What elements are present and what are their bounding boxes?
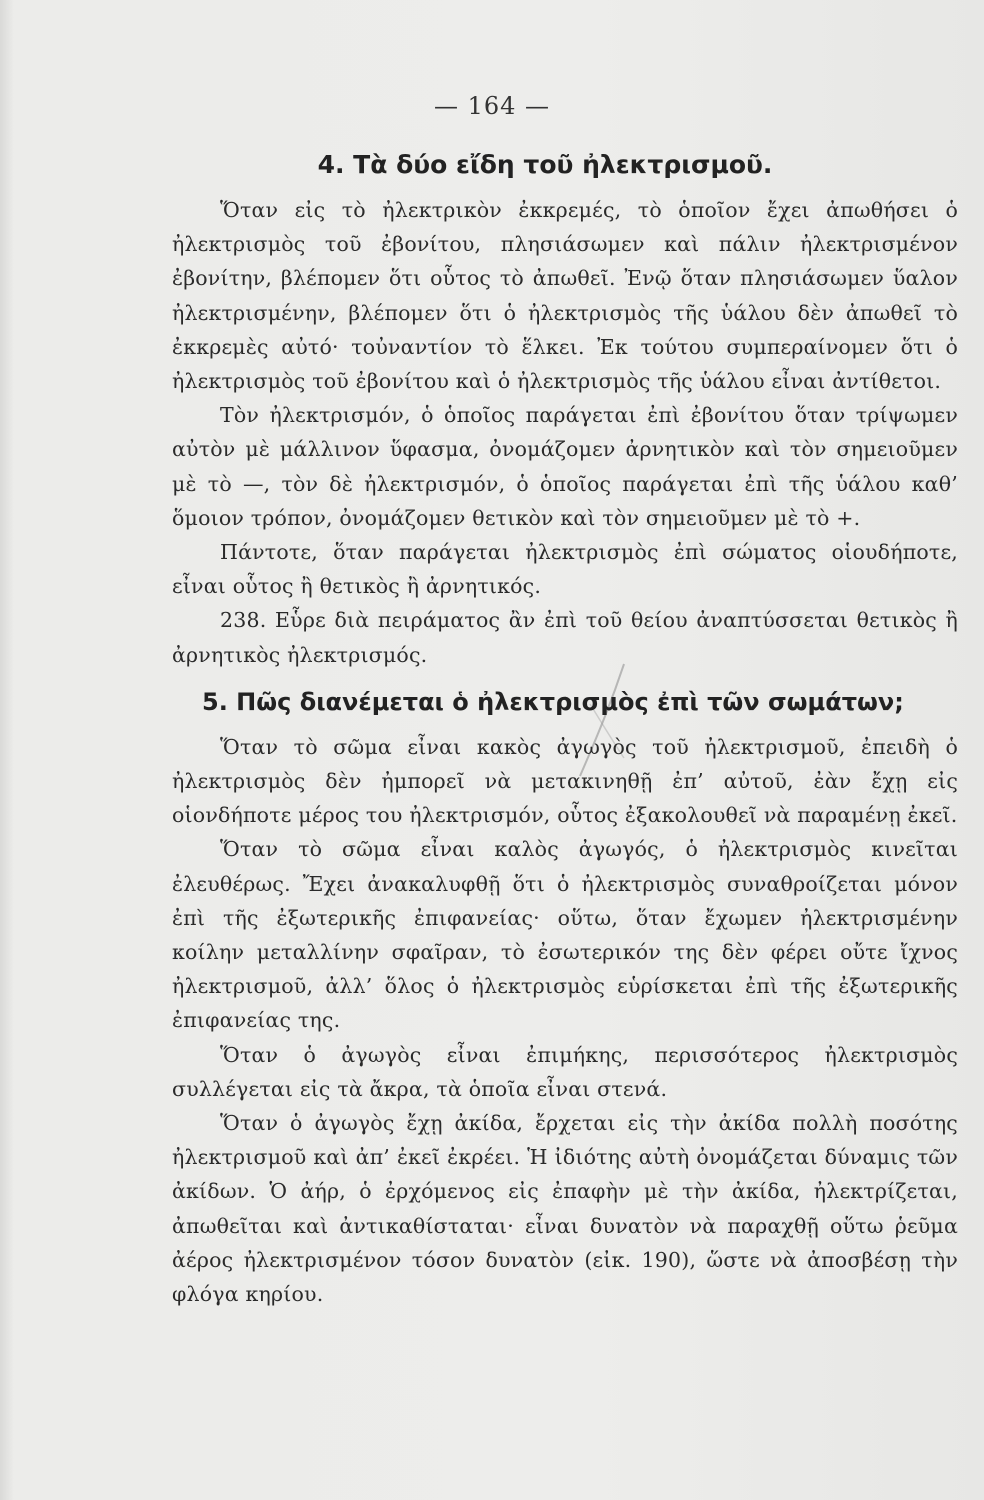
section-heading: 5. Πῶς διανέμεται ὁ ἠλεκτρισμὸς ἐπὶ τῶν σωμάτων;: [202, 687, 904, 716]
paragraph: Ὅταν ὁ ἀγωγὸς εἶναι ἐπιμήκης, περισσότερος ἠλεκτρισμὸς συλλέγεται εἰς τὰ ἄκρα, τὰ ὁποῖα εἶναι στενά.: [172, 1042, 958, 1101]
paragraph: Ὅταν τὸ σῶμα εἶναι κακὸς ἀγωγὸς τοῦ ἠλεκτρισμοῦ, ἐπειδὴ ὁ ἠλεκτρισμὸς δὲν ἠμπορεῖ νὰ μετακινηθῇ ἐπ’ αὐτοῦ, ἐὰν ἔχῃ εἰς οἱονδήποτε μέρος του ἠλεκτρισμόν, οὗτος ἐξακολουθεῖ νὰ παραμένῃ ἐκεῖ.: [172, 734, 958, 828]
paragraph: Ὅταν εἰς τὸ ἠλεκτρικὸν ἐκκρεμές, τὸ ὁποῖον ἔχει ἀπωθήσει ὁ ἠλεκτρισμὸς τοῦ ἐβονίτου, πλησιάσωμεν καὶ πάλιν ἠλεκτρισμένον ἐβονίτην, βλέπομεν ὅτι οὗτος τὸ ἀπωθεῖ. Ἐνῷ ὅταν πλησιάσωμεν ὕαλον ἠλεκτρισμένην, βλέπομεν ὅτι ὁ ἠλεκτρισμὸς τῆς ὑάλου δὲν ἀπωθεῖ τὸ ἐκκρεμὲς αὐτό· τοὐναντίον τὸ ἕλκει. Ἐκ τούτου συμπεραίνομεν ὅτι ὁ ἠλεκτρισμὸς τοῦ ἐβονίτου καὶ ὁ ἠλεκτρισμὸς τῆς ὑάλου εἶναι ἀντίθετοι.: [172, 198, 958, 394]
page-content: [172, 140, 958, 1311]
paragraph: Ὅταν τὸ σῶμα εἶναι καλὸς ἀγωγός, ὁ ἠλεκτρισμὸς κινεῖται ἐλευθέρως. Ἔχει ἀνακαλυφθῇ ὅτι ὁ ἠλεκτρισμὸς συναθροίζεται μόνον ἐπὶ τῆς ἐξωτερικῆς ἐπιφανείας· οὕτω, ὅταν ἔχωμεν ἠλεκτρισμένην κοίλην μεταλλίνην σφαῖραν, τὸ ἐσωτερικόν της δὲν φέρει οὔτε ἴχνος ἠλεκτρισμοῦ, ἀλλ’ ὅλος ὁ ἠλεκτρισμὸς εὑρίσκεται ἐπὶ τῆς ἐξωτερικῆς ἐπιφανείας της.: [172, 837, 958, 1033]
paragraph: Πάντοτε, ὅταν παράγεται ἠλεκτρισμὸς ἐπὶ σώματος οἱουδήποτε, εἶναι οὗτος ἢ θετικὸς ἢ ἀρνητικός.: [172, 540, 958, 599]
page-number: — 164 —: [433, 92, 551, 120]
exercise-paragraph: 238. Εὗρε διὰ πειράματος ἂν ἐπὶ τοῦ θείου ἀναπτύσσεται θετικὸς ἢ ἀρνητικὸς ἠλεκτρισμός.: [172, 608, 958, 667]
paragraph: Τὸν ἠλεκτρισμόν, ὁ ὁποῖος παράγεται ἐπὶ ἐβονίτου ὅταν τρίψωμεν αὐτὸν μὲ μάλλινον ὕφασμα, ὀνομάζομεν ἀρνητικὸν καὶ τὸν σημειοῦμεν μὲ τὸ —, τὸν δὲ ἠλεκτρισμόν, ὁ ὁποῖος παράγεται ἐπὶ τῆς ὑάλου καθ’ ὅμοιον τρόπον, ὀνομάζομεν θετικὸν καὶ τὸν σημειοῦμεν μὲ τὸ +.: [172, 403, 958, 530]
section-heading: 4. Τὰ δύο εἴδη τοῦ ἠλεκτρισμοῦ.: [317, 150, 773, 179]
paragraph: Ὅταν ὁ ἀγωγὸς ἔχῃ ἀκίδα, ἔρχεται εἰς τὴν ἀκίδα πολλὴ ποσότης ἠλεκτρισμοῦ καὶ ἀπ’ ἐκεῖ ἐκρέει. Ἡ ἰδιότης αὐτὴ ὀνομάζεται δύναμις τῶν ἀκίδων. Ὁ ἀήρ, ὁ ἐρχόμενος εἰς ἐπαφὴν μὲ τὴν ἀκίδα, ἠλεκτρίζεται, ἀπωθεῖται καὶ ἀντικαθίσταται· εἶναι δυνατὸν νὰ παραχθῇ οὕτω ῥεῦμα ἀέρος ἠλεκτρισμένον τόσον δυνατὸν (εἰκ. 190), ὥστε νὰ ἀποσβέσῃ τὴν φλόγα κηρίου.: [172, 1111, 958, 1307]
